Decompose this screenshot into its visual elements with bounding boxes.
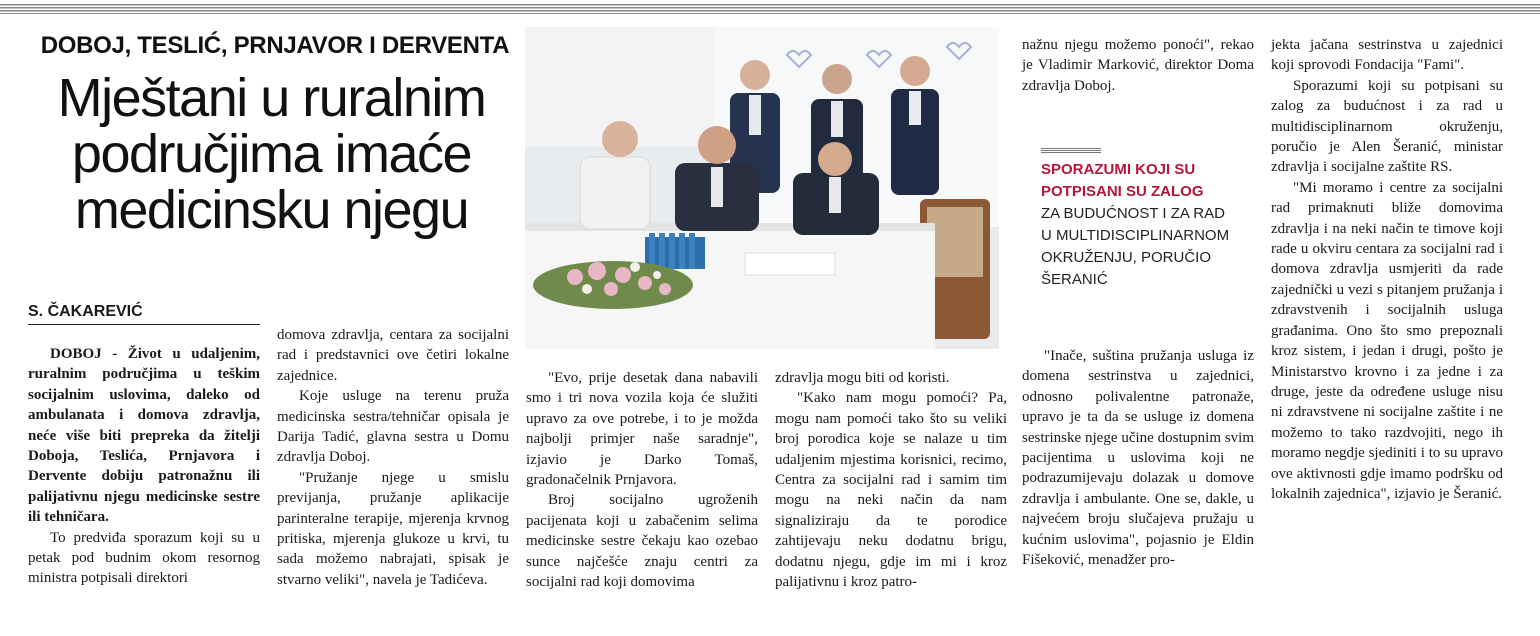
column-6: [1271, 35, 1503, 504]
paragraph: nažnu njegu možemo ponoći", rekao je Vladimir Marković, direktor Doma zdravlja Doboj.: [1022, 37, 1254, 94]
top-rule: [0, 4, 1540, 14]
column-2: [277, 325, 509, 590]
paragraph: domova zdravlja, centara za socijalni rad i predstavnici ove četiri lokalne zajednice.: [277, 327, 509, 384]
paragraph: jekta jačana sestrinstva u zajednici koji sprovodi Fondacija "Fami".: [1271, 37, 1503, 74]
column-5-top: [1022, 35, 1254, 96]
paragraph: "Pružanje njege u smislu previjanja, pružanje aplikacije parinteralne terapije, mjerenja krvnog pritiska, mjerenja glukoze u krvi, tu sada možemo nabrajati, spisak je stvarno veliki", navela je Tadićeva.: [277, 469, 509, 588]
article-photo: [525, 27, 999, 349]
paragraph: zdravlja mogu biti od koristi.: [775, 370, 950, 386]
paragraph: Broj socijalno ugroženih pacijenata koji u zabačenim selima medicinske sestre čekaju kao ozebao sunce najčešće znaju centri za socijalni rad koji domovima: [526, 492, 758, 591]
article-headline: Mještani u ruralnim područjima imaće medicinsku njegu: [57, 68, 486, 240]
paragraph: Sporazumi koji su potpisani su zalog za budućnost i za rad u multidisciplinarnom okruženju, poručio je Alen Šeranić, ministar zdravlja i socijalne zaštite RS.: [1271, 77, 1503, 176]
pull-quote-highlight: SPORAZUMI KOJI SU POTPISANI SU ZALOG: [1041, 161, 1204, 200]
column-4: [775, 368, 1007, 592]
paragraph: "Mi moramo i centre za socijalni rad primaknuti bliže domovima zdravlja i na neki način te timove koji rade u okviru centara za socijalni rad i domova zdravlja usmjeriti da rade zajednički u vezi s pitanjem pružanja i zdravstvenih i socijalnih usluga građanima. Ono što smo prepoznali kroz sistem, i jedan i drugi, pošto je Ministarstvo krovno i za jedne i za druge, jeste da određene usluge nisu ni zdravstvene ni socijalne zaštite i ne možemo to tako razdvojiti, nego ih moramo negdje sjediniti i to su upravo ove aktivnosti gdje imamo podršku od lokalnih zajednica", izjavio je Šeranić.: [1271, 179, 1503, 502]
article-byline: S. ČAKAREVIĆ: [28, 303, 260, 325]
column-3: [526, 368, 758, 592]
article-kicker: DOBOJ, TESLIĆ, PRNJAVOR I DERVENTA: [40, 32, 510, 59]
article-lead: DOBOJ - Život u udaljenim, ruralnim područjima u teškim socijalnim uslovima, daleko od ambulanata i domova zdravlja, neće više biti prepreka da žitelji Doboja, Teslića, Prnjavora i Dervente dobiju patronažnu ili palijativnu njegu medicinske sestre ili tehničara.: [28, 346, 260, 526]
pull-quote: [1041, 148, 1231, 291]
pull-quote-text: ZA BUDUĆNOST I ZA RAD U MULTIDISCIPLINARNOM OKRUŽENJU, PORUČIO ŠERANIĆ: [1041, 205, 1230, 288]
signing-ceremony-image: [525, 27, 999, 349]
paragraph: "Evo, prije desetak dana nabavili smo i tri nova vozila koja će služiti upravo za ove potrebe, i to je možda najbolji primjer naše saradnje", izjavio je Darko Tomaš, gradonačelnik Prnjavora.: [526, 370, 758, 489]
column-5: [1022, 346, 1254, 570]
paragraph: "Inače, suština pružanja usluga iz domena sestrinstva u zajednici, odnosno polivalentne patronaže, upravo je ta da se usluge iz domena sestrinske njege učine dostupnim svim pacijentima u uslovima koji ne podrazumijevaju dolazak u domove zdravlja i ambulante. One se, dakle, u najvećem broju slučajeva pružaju u kućnim uslovima", pojasnio je Eldin Fišeković, menadžer pro-: [1022, 348, 1254, 569]
pull-quote-rule: [1041, 148, 1101, 153]
paragraph: To predviđa sporazum koji su u petak pod budnim okom resornog ministra potpisali direktori: [28, 529, 260, 587]
column-1: [28, 344, 260, 589]
paragraph: Koje usluge na terenu pruža medicinska sestra/tehničar opisala je Darija Tadić, glavna sestra u Domu zdravlja Doboj.: [277, 388, 509, 466]
paragraph: "Kako nam mogu pomoći? Pa, mogu nam pomoći tako što su veliki broj porodica koje se nalaze u tim udaljenim mjestima korisnici, recimo, Centra za socijalni rad i samim tim mogu na neki način da nam signaliziraju da te porodice zahtijevaju neku dodatnu brigu, dodatnu njegu, gdje im mi i kroz palijativnu i kroz patro-: [775, 390, 1007, 591]
